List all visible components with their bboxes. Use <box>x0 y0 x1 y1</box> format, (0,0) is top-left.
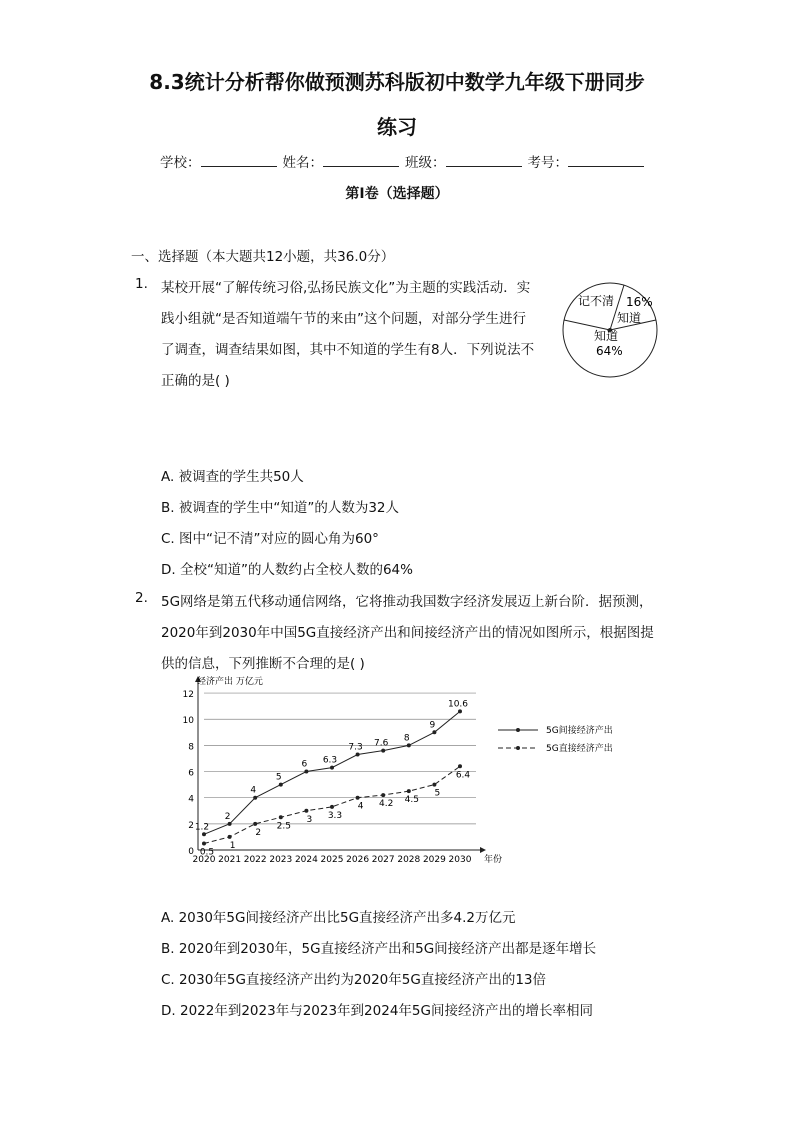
data-label: 0.5 <box>199 847 215 858</box>
data-point <box>279 783 283 787</box>
name-blank <box>323 153 399 167</box>
data-point <box>407 743 411 747</box>
data-point <box>228 822 232 826</box>
x-tick-label: 2022 <box>243 855 267 865</box>
data-point <box>330 766 334 770</box>
data-point <box>253 822 257 826</box>
data-point <box>381 749 385 753</box>
data-label: 4.2 <box>379 799 394 810</box>
data-point <box>458 764 462 768</box>
x-tick-label: 2028 <box>397 855 421 865</box>
q1-line: 践小组就“是否知道端午节的来由”这个问题，对部分学生进行 <box>161 311 526 327</box>
section-heading: 一、选择题（本大题共12小题，共36.0分） <box>131 249 395 265</box>
data-point <box>304 809 308 813</box>
data-label: 7.3 <box>348 742 363 753</box>
page-title: 8.3统计分析帮你做预测苏科版初中数学九年级下册同步 <box>149 70 645 94</box>
data-label: 4 <box>250 785 257 796</box>
q2-line: 供的信息，下列推断不合理的是( ) <box>161 656 365 672</box>
data-label: 5 <box>434 788 441 799</box>
exam-no-blank <box>568 153 644 167</box>
data-point <box>279 815 283 819</box>
q1-option-b[interactable]: B. 被调查的学生中“知道”的人数为32人 <box>161 500 400 516</box>
school-blank <box>201 153 277 167</box>
line-chart <box>160 672 660 872</box>
pie-label-known: 知道 <box>594 329 619 343</box>
y-tick-label: 0 <box>188 847 194 857</box>
x-tick-label: 2025 <box>320 855 344 865</box>
data-label: 6.4 <box>455 770 471 781</box>
x-axis-arrow <box>480 847 486 853</box>
x-tick-label: 2030 <box>448 855 472 865</box>
data-point <box>356 796 360 800</box>
data-label: 1 <box>229 840 236 851</box>
data-label: 5 <box>275 772 282 783</box>
x-tick-label: 2021 <box>218 855 242 865</box>
x-tick-label: 2024 <box>294 855 318 865</box>
q1-option-d[interactable]: D. 全校“知道”的人数约占全校人数的64% <box>161 562 413 578</box>
pie-value-unknown: 16% <box>626 295 653 309</box>
data-label: 3.3 <box>327 810 343 821</box>
pie-label-unknown: 知道 <box>617 311 642 325</box>
q2-option-d[interactable]: D. 2022年到2023年与2023年到2024年5G间接经济产出的增长率相同 <box>161 1003 593 1019</box>
school-label: 学校： <box>160 155 201 171</box>
class-label: 班级： <box>405 155 446 171</box>
y-tick-label: 2 <box>188 820 194 831</box>
data-label: 9 <box>429 720 436 731</box>
y-axis-title: 经济产出 万亿元 <box>197 677 263 687</box>
data-point <box>356 753 360 757</box>
x-tick-label: 2020 <box>192 855 216 865</box>
data-label: 2 <box>255 827 262 838</box>
data-point <box>202 832 206 836</box>
q2-option-b[interactable]: B. 2020年到2030年，5G直接经济产出和5G间接经济产出都是逐年增长 <box>161 941 597 957</box>
pie-chart <box>558 280 668 382</box>
data-point <box>304 770 308 774</box>
x-tick-label: 2026 <box>346 855 370 865</box>
y-tick-label: 8 <box>188 742 194 753</box>
data-point <box>458 709 462 713</box>
data-label: 4.5 <box>404 795 419 806</box>
x-axis-title: 年份 <box>484 855 503 865</box>
y-tick-label: 6 <box>188 768 194 779</box>
y-tick-label: 4 <box>188 794 194 805</box>
q2-number: 2. <box>135 590 148 606</box>
data-label: 10.6 <box>447 699 469 710</box>
x-tick-label: 2029 <box>422 855 446 865</box>
q1-line: 正确的是( ) <box>161 373 230 389</box>
legend-marker <box>516 728 520 732</box>
x-tick-label: 2027 <box>371 855 395 865</box>
data-point <box>432 783 436 787</box>
pie-label-forget: 记不清 <box>578 294 615 308</box>
legend-label: 5G间接经济产出 <box>546 726 613 736</box>
name-label: 姓名： <box>282 155 323 171</box>
data-label: 2.5 <box>276 821 291 832</box>
exam-no-label: 考号： <box>527 155 568 171</box>
data-label: 6.3 <box>322 755 338 766</box>
q2-option-c[interactable]: C. 2030年5G直接经济产出约为2020年5G直接经济产出的13倍 <box>161 972 546 988</box>
x-tick-label: 2023 <box>269 855 293 865</box>
pie-value-known: 64% <box>596 344 623 358</box>
q1-line: 了调查，调查结果如图，其中不知道的学生有8人．下列说法不 <box>161 342 535 358</box>
data-point <box>330 805 334 809</box>
q1-number: 1. <box>135 276 148 292</box>
data-point <box>432 730 436 734</box>
data-label: 1.2 <box>194 822 210 833</box>
q1-option-a[interactable]: A. 被调查的学生共50人 <box>161 469 304 485</box>
data-label: 4 <box>357 801 364 812</box>
student-info-row <box>160 151 650 171</box>
y-tick-label: 10 <box>182 716 194 727</box>
data-point <box>253 796 257 800</box>
data-label: 3 <box>306 814 313 825</box>
data-label: 6 <box>301 759 308 770</box>
data-point <box>202 841 206 845</box>
q1-line: 某校开展“了解传统习俗,弘扬民族文化”为主题的实践活动．实 <box>161 280 531 296</box>
data-label: 2 <box>224 811 231 822</box>
volume-heading: 第I卷（选择题） <box>345 186 449 202</box>
q2-line: 2020年到2030年中国5G直接经济产出和间接经济产出的情况如图所示，根据图提 <box>161 625 654 641</box>
class-blank <box>446 153 522 167</box>
q2-line: 5G网络是第五代移动通信网络，它将推动我国数字经济发展迈上新台阶．据预测， <box>161 594 653 610</box>
data-label: 7.6 <box>374 738 389 749</box>
q2-option-a[interactable]: A. 2030年5G间接经济产出比5G直接经济产出多4.2万亿元 <box>161 910 516 926</box>
y-tick-label: 12 <box>182 690 194 701</box>
legend-label: 5G直接经济产出 <box>546 744 613 754</box>
q1-option-c[interactable]: C. 图中“记不清”对应的圆心角为60° <box>161 531 379 547</box>
legend-marker <box>516 746 520 750</box>
page-title-line2: 练习 <box>377 115 417 139</box>
data-label: 8 <box>403 733 410 744</box>
data-point <box>381 793 385 797</box>
data-point <box>407 789 411 793</box>
data-point <box>228 835 232 839</box>
